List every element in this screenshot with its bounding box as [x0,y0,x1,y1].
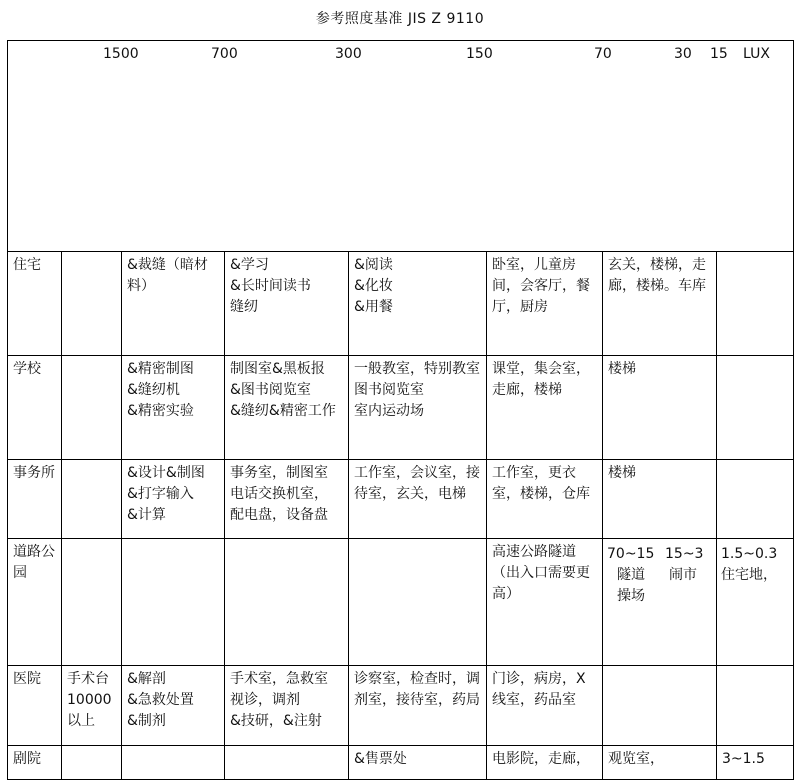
table-cell: &裁缝（暗材料） [122,252,225,356]
table-cell: 玄关，楼梯，走廊，楼梯。车库 [603,252,717,356]
span-range: 70~15 [607,546,655,562]
road-span-cell [603,539,717,666]
span-label: 隧道 操场 [617,567,645,604]
row-category: 剧院 [8,746,62,780]
table-cell: &学习 &长时间读书 缝纫 [225,252,349,356]
lux-tick: 300 [335,46,362,62]
table-cell [603,666,717,746]
table-cell: &阅读 &化妆 &用餐 [349,252,487,356]
table-cell [225,539,349,666]
table-cell: &解剖 &急救处置 &制剂 [122,666,225,746]
lux-unit: LUX [743,46,770,62]
row-category: 医院 [8,666,62,746]
table-row [8,539,794,666]
table-row [8,252,794,356]
lux-tick: 30 [674,46,692,62]
row-category: 道路公园 [8,539,62,666]
table-cell: 制图室&黑板报 &图书阅览室 &缝纫&精密工作 [225,356,349,460]
table-cell: 观览室， [603,746,717,780]
table-cell [62,539,122,666]
table-cell: 高速公路隧道（出入口需要更高） [487,539,603,666]
table-cell: 工作室，会议室，接待室，玄关，电梯 [349,460,487,539]
table-cell: 3~1.5 [717,746,794,780]
lux-scale-header [8,41,794,252]
span-label: 住宅地， [721,567,777,583]
table-cell [717,356,794,460]
table-cell: &精密制图 &缝纫机 &精密实验 [122,356,225,460]
table-cell: 手术室，急救室 视诊，调剂 &技研，&注射 [225,666,349,746]
table-cell [717,252,794,356]
table-cell: 诊察室，检查时，调剂室，接待室，药局 [349,666,487,746]
lux-tick: 70 [594,46,612,62]
table-cell: 卧室，儿童房间，会客厅，餐厅，厨房 [487,252,603,356]
road-span-cell [717,539,794,666]
table-cell [122,746,225,780]
table-cell [62,460,122,539]
table-cell [717,460,794,539]
table-cell [62,252,122,356]
table-row [8,746,794,780]
table-cell [62,746,122,780]
span-range: 15~3 [665,546,704,562]
span-label: 闹市 [669,567,697,583]
table-cell: 楼梯 [603,460,717,539]
table-cell: 课堂，集会室，走廊，楼梯 [487,356,603,460]
span-range: 1.5~0.3 [721,546,778,562]
table-row [8,666,794,746]
row-category: 学校 [8,356,62,460]
row-category: 事务所 [8,460,62,539]
lux-tick: 150 [466,46,493,62]
lux-tick: 1500 [103,46,139,62]
table-cell: 工作室，更衣室，楼梯，仓库 [487,460,603,539]
illuminance-table [7,40,794,780]
table-row [8,356,794,460]
table-cell: 事务室，制图室 电话交换机室， 配电盘，设备盘 [225,460,349,539]
page-title: 参考照度基准 JIS Z 9110 [315,11,485,27]
table-cell [122,539,225,666]
table-cell: &设计&制图 &打字输入 &计算 [122,460,225,539]
table-cell: 一般教室，特别教室 图书阅览室 室内运动场 [349,356,487,460]
lux-tick: 15 [710,46,728,62]
row-category: 住宅 [8,252,62,356]
table-cell [717,666,794,746]
table-cell [225,746,349,780]
table-cell [349,539,487,666]
table-cell: &售票处 [349,746,487,780]
lux-tick: 700 [211,46,238,62]
table-cell [62,356,122,460]
table-row [8,460,794,539]
table-cell: 楼梯 [603,356,717,460]
table-cell: 电影院，走廊， [487,746,603,780]
table-cell: 手术台 10000 以上 [62,666,122,746]
table-cell: 门诊，病房，X线室，药品室 [487,666,603,746]
